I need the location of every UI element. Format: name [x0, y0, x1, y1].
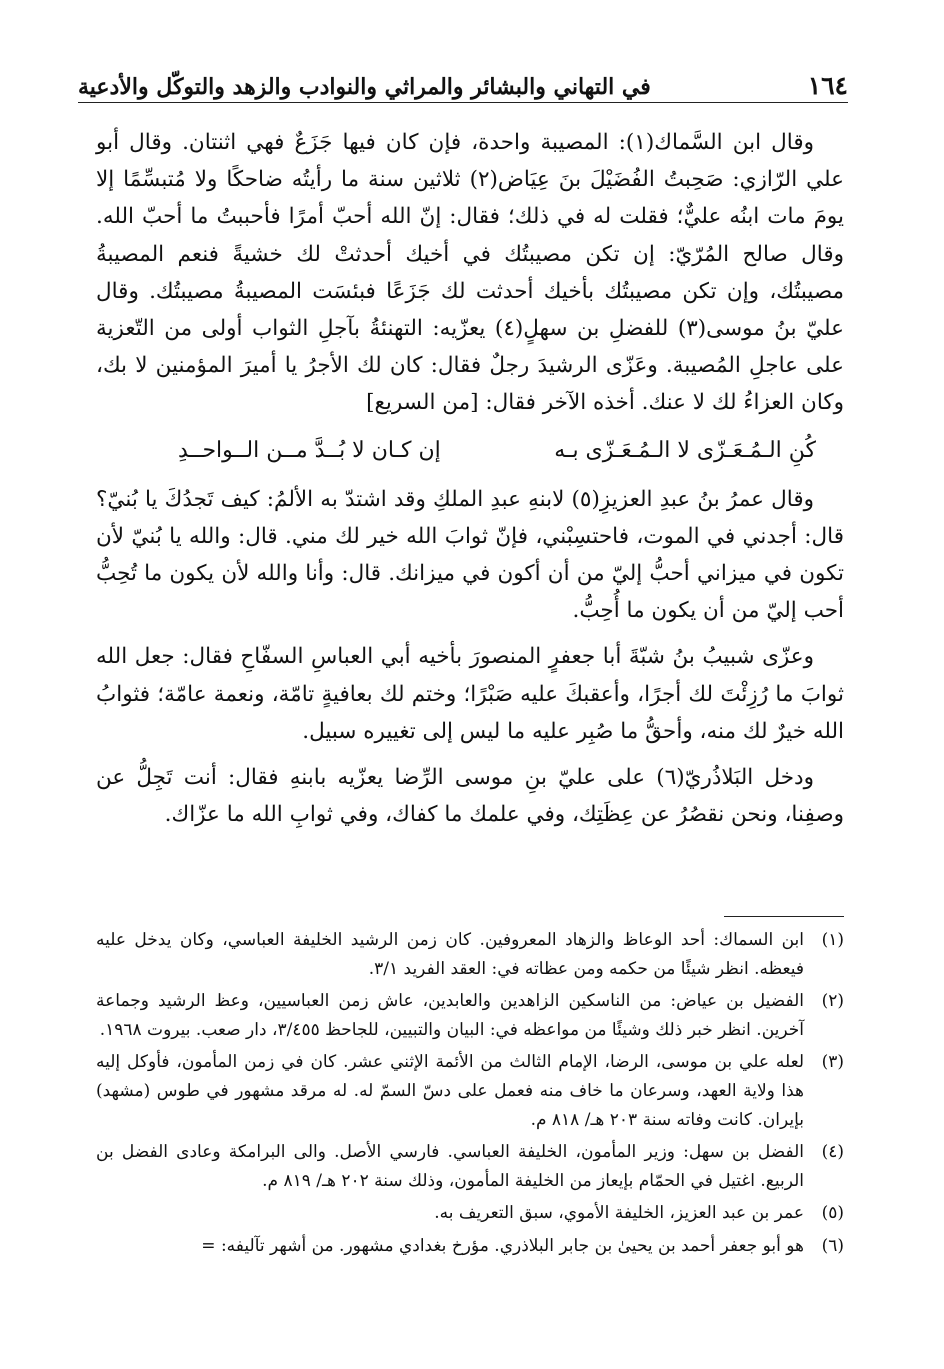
footnote [96, 926, 844, 983]
footnote-separator [724, 916, 844, 917]
footnote [96, 1232, 844, 1261]
footnote-number: (١) [821, 930, 844, 950]
footnote-text: الفضيل بن عياض: من الناسكين الزاهدين والعابدين، عاش زمن العباسيين، وعظ الرشيد وجماعة آخرين. انظر خبر ذلك وشيئًا من مواعظه في: البيان والتبيين، للجاحظ ٣/٤٥٥، دار صعب. بيروت ١٩٦٨. [96, 991, 804, 1040]
verse-line [178, 432, 816, 469]
main-text [96, 124, 844, 833]
footnote-number: (٦) [821, 1235, 844, 1256]
paragraph-2: وقال عمرُ بنُ عبدِ العزيزِ(٥) لابنهِ عبدِ الملكِ وقد اشتدّ به الألمُ: كيف تَجدُكَ يا بُنيّ؟ قال: أجدني في الموت، فاحتسِبْني، فإنّ ثوابَ الله خير لك مني. قال: والله يا بُنيّ لأن تكون في ميزاني أحبُّ إليّ من أن أكون في ميزانك. قال: وأنا والله لأن يكون ما تُحِبُّ أحب إليّ من أن يكون ما أُحِبُّ. [96, 486, 844, 624]
footnote-text: عمر بن عبد العزيز، الخليفة الأموي، سبق التعريف به. [434, 1203, 804, 1224]
footnote-number: (٥) [821, 1203, 844, 1224]
footnote-text: ابن السماك: أحد الوعاظ والزهاد المعروفين. كان زمن الرشيد الخليفة العباسي، وكان يدخل عليه فيعظه. انظر شيئًا من حكمه ومن عظاته في: العقد الفريد ٣/١. [96, 930, 804, 979]
footnotes [96, 926, 844, 1261]
paragraph-1: وقال ابن السَّماك(١): المصيبة واحدة، فإن كان فيها جَزَعٌ فهي اثنتان. وقال أبو علي الرّازي: صَحِبتُ الفُضَيْلَ بنَ عِيَاض(٢) ثلاثين سنة ما رأيتُه ضاحكًا ولا مُتبسِّمًا إلا يومَ مات ابنُه عليٌّ؛ فقلت له في ذلك؛ فقال: إنّ الله أحبّ أمرًا فأحببتُ ما أحبّ الله. وقال صالح المُرّيّ: إن تكن مصيبتُك في أخيك أحدثتْ لك خشيةً فنعم المصيبةُ مصيبتُك، وإن تكن مصيبتُك بأخيك أحدثت لك جَزَعًا فبئسَت المصيبةُ مصيبتُك. وقال عليّ بنُ موسى(٣) للفضلِ بن سهلٍ(٤) يعزّيه: التهنئةُ بآجلِ الثواب أولى من التّعزية على عاجلِ المُصيبة. وعَزّى الرشيدَ رجلٌ فقال: كان لك الأجرُ يا أميرَ المؤمنين لا بك، وكان العزاءُ لك لا عنك. أخذه الآخر فقال: [من السريع] [96, 130, 844, 416]
header-rule [78, 102, 848, 103]
page-number: ١٦٤ [807, 71, 848, 100]
footnote-number: (٤) [821, 1142, 844, 1163]
footnote [96, 1138, 844, 1195]
footnote-number: (٣) [821, 1052, 844, 1073]
paragraph-4: ودخل البَلاذُريّ(٦) على عليّ بنِ موسى الرِّضا يعزّيه بابنهِ فقال: أنت تَجِلُّ عن وصفِنا، ونحن نقصُرُ عن عِظَتِك، وفي علمك ما كفاك، وفي ثوابِ الله ما عزّاك. [96, 765, 844, 828]
footnote [96, 1048, 844, 1134]
footnote-text: هو أبو جعفر أحمد بن يحيىٰ بن جابر البلاذري. مؤرخ بغدادي مشهور. من أشهر تآليفه: = [201, 1235, 804, 1256]
verse-hemistich-first: كُنِ الـمُـعَـزّى لا الـمُـعَـزّى بـه [554, 437, 816, 463]
footnote [96, 987, 844, 1044]
paragraph-3: وعزّى شبيبُ بنُ شبّةَ أبا جعفرٍ المنصورَ بأخيه أبي العباسِ السفّاحِ فقال: جعل الله ثوابَ ما رُزِئْتَ لك أجرًا، وأعقبكَ عليه صَبْرًا؛ وختم لك بعافيةٍ تامّة، ونعمة عامّة؛ فثوابُ الله خيرٌ لك منه، وأحقُّ ما صُبِر عليه ما ليس إلى تغييره سبيل. [96, 644, 844, 744]
running-title: في التهاني والبشائر والمراثي والنوادب والزهد والتوكّل والأدعية [78, 74, 651, 100]
footnote [96, 1199, 844, 1228]
footnote-text: لعله علي بن موسى، الرضا، الإمام الثالث من الأئمة الإثني عشر. كان في زمن المأمون، فأوكل إليه هذا ولاية العهد، وسرعان ما خاف منه فعمل على دسّ السمّ له. له مرقد مشهور في طوس (مشهد) بإيران. كانت وفاته سنة ٢٠٣ هـ/ ٨١٨ م. [96, 1052, 804, 1130]
verse-hemistich-second: إن كـان لا بُــدَّ مــن الــواحــدِ [178, 437, 441, 463]
footnote-text: الفضل بن سهل: وزير المأمون، الخليفة العباسي. فارسي الأصل. والى البرامكة وعادى الفضل بن الربيع. اغتيل في الحمّام بإيعاز من الخليفة المأمون، وذلك سنة ٢٠٢ هـ/ ٨١٩ م. [96, 1142, 804, 1191]
page-header [78, 64, 848, 98]
footnote-number: (٢) [821, 991, 844, 1012]
